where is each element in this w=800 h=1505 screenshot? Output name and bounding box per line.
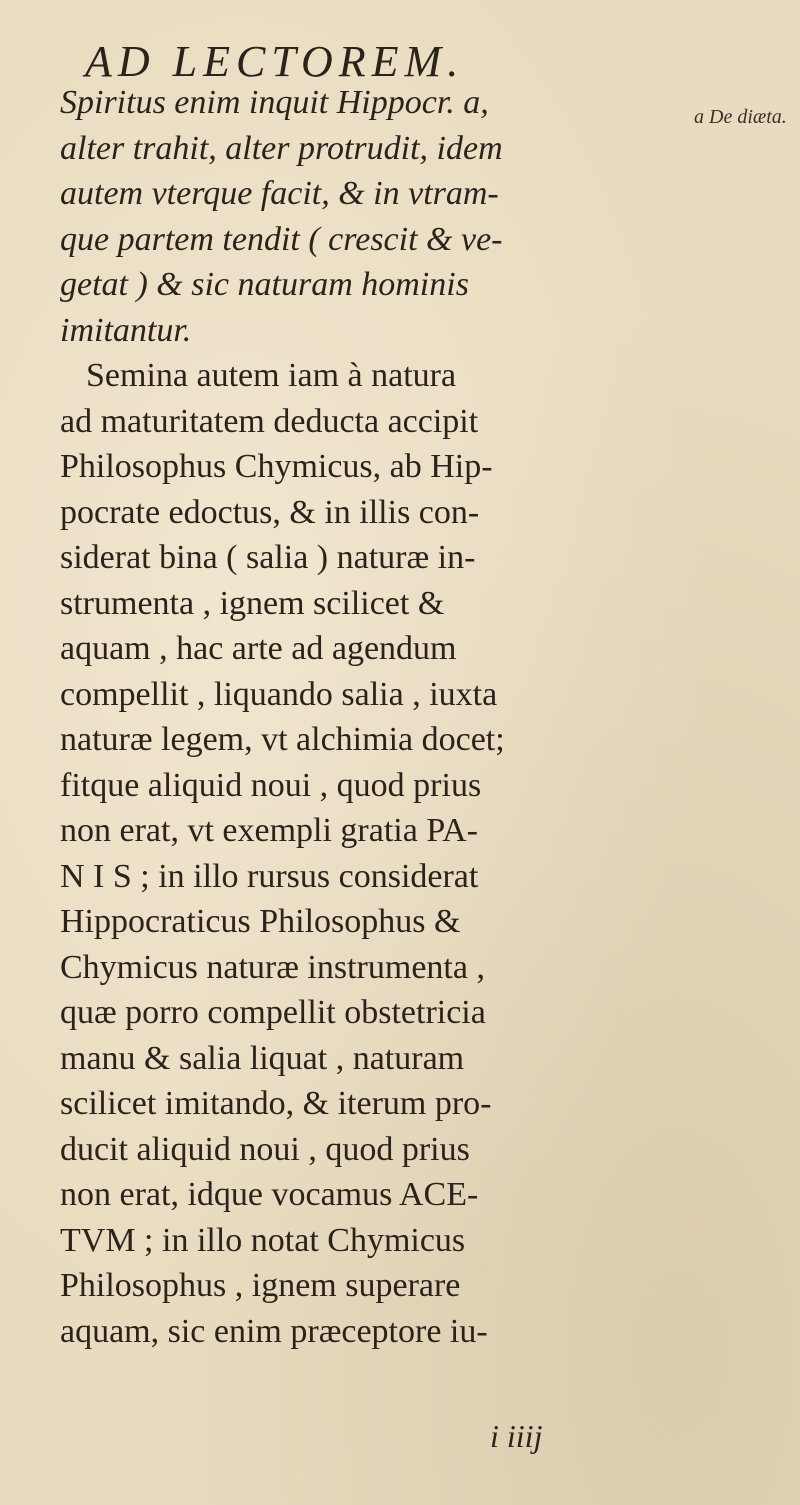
text-line: imitantur.	[60, 311, 192, 349]
text-line: N I S ; in illo rursus considerat	[60, 857, 479, 895]
text-line: non erat, idque vocamus ACE-	[60, 1176, 479, 1213]
text-line: Philosophus , ignem superare	[60, 1267, 461, 1304]
text-line: getat ) & sic naturam hominis	[60, 266, 469, 303]
text-line: Semina autem iam à natura	[86, 357, 457, 394]
text-line: Hippocraticus Philosophus &	[60, 903, 461, 940]
text-line: que partem tendit ( crescit & ve-	[60, 220, 503, 258]
text-line: naturæ legem, vt alchimia docet;	[60, 721, 505, 758]
text-line: TVM ; in illo notat Chymicus	[60, 1221, 466, 1259]
text-line: non erat, vt exempli gratia PA-	[60, 812, 478, 849]
text-line: scilicet imitando, & iterum pro-	[60, 1085, 492, 1122]
text-line: autem vterque facit, & in vtram-	[60, 175, 499, 212]
margin-note: a De diæta.	[694, 106, 787, 128]
text-line: Spiritus enim inquit Hippocr. a,	[60, 84, 489, 121]
text-line: quæ porro compellit obstetricia	[60, 994, 486, 1031]
text-line: aquam, sic enim præceptore iu-	[60, 1312, 488, 1350]
text-line: Chymicus naturæ instrumenta ,	[60, 948, 485, 986]
text-line: Philosophus Chymicus, ab Hip-	[60, 448, 493, 485]
text-line: compellit , liquando salia , iuxta	[60, 675, 498, 713]
text-line: aquam , hac arte ad agendum	[60, 630, 457, 667]
text-line: ducit aliquid noui , quod prius	[60, 1130, 470, 1168]
signature-mark: i iiij	[490, 1418, 543, 1454]
text-line: alter trahit, alter protrudit, idem	[60, 129, 503, 167]
running-head: AD LECTOREM.	[85, 37, 465, 86]
text-line: siderat bina ( salia ) naturæ in-	[60, 539, 476, 576]
text-line: pocrate edoctus, & in illis con-	[60, 493, 480, 531]
body-text	[60, 80, 700, 1354]
text-line: ad maturitatem deducta accipit	[60, 402, 479, 440]
text-line: manu & salia liquat , naturam	[60, 1039, 465, 1077]
text-line: strumenta , ignem scilicet &	[60, 584, 445, 622]
text-line: fitque aliquid noui , quod prius	[60, 766, 482, 804]
